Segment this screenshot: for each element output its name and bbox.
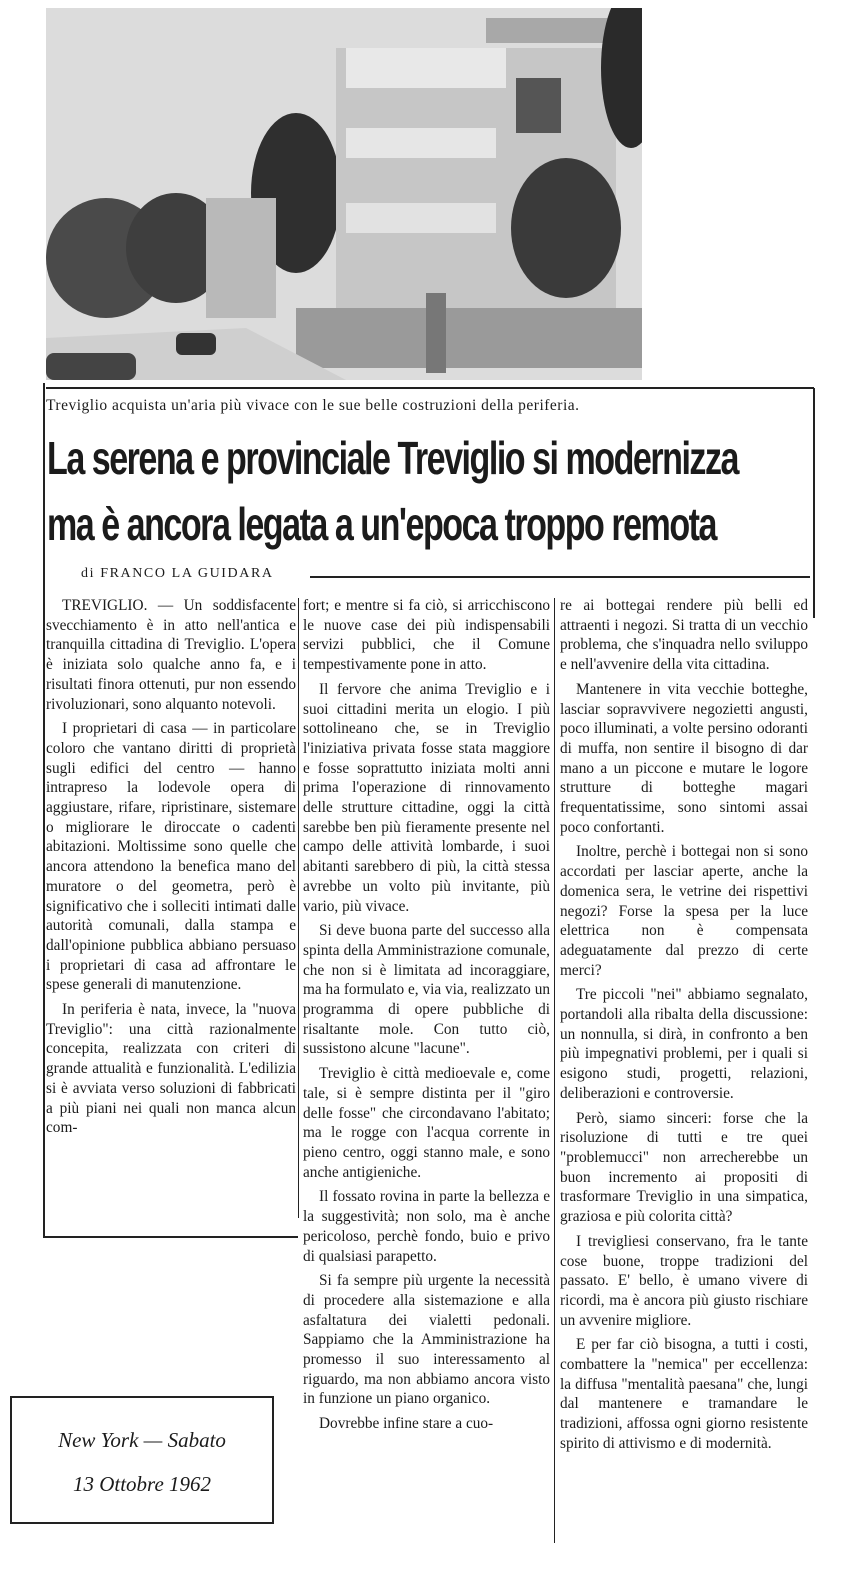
paragraph: I proprietari di casa — in particolare coloro che vantano diritti di proprietà sugli edifici del centro — hanno intrapreso la lodevole opera di aggiustare, rifare, ripristinare, sistemare o migliorare le diroccate o cadenti abitazioni. Moltissime sono quelle che ancora attendono la benefica mano del muratore o del geometra, però è significativo che i solleciti intimati dalle autorità comunali, dalla stampa e dall'opinione pubblica abbiano persuaso i proprietari di casa ad affrontare le spese generali di manutenzione. xyxy=(46,720,296,994)
paragraph: TREVIGLIO. — Un soddisfacente svecchiamento è in atto nell'antica e tranquilla cittadina di Treviglio. L'opera è iniziata solo qualche anno fa, e i risultati finora ottenuti, pur non essendo rivoluzionari, sono alquanto notevoli. xyxy=(46,597,296,713)
article-column-1 xyxy=(46,596,296,1143)
paragraph: Inoltre, perchè i bottegai non si sono accordati per lasciar aperte, anche la domenica sera, le vetrine dei rispettivi negozi? Forse la spesa per la luce elettrica non è compensata adeguatamente dal prezzo di certe merci? xyxy=(560,843,808,979)
paragraph: Mantenere in vita vecchie botteghe, lasciar sopravvivere negozietti angusti, poco illuminati, a volte persino odoranti di muffa, non sentire il bisogno di dar mano a un piccone e mutare le logore strutture di botteghe magari frequentatissime, sono sintomi assai poco confortanti. xyxy=(560,680,808,836)
headline-line-1: La serena e provinciale Treviglio si modernizza xyxy=(47,432,738,484)
dateline-date: 13 Ottobre 1962 xyxy=(72,1472,212,1496)
paragraph: In periferia è nata, invece, la "nuova Treviglio": una città razionalmente concepita, realizzata con criteri di grande attualità e funzionalità. L'edilizia si è avviata verso soluzioni di fabbricati a più piani nei quali non manca alcun com- xyxy=(46,1001,296,1137)
paragraph: Si deve buona parte del successo alla spinta della Amministrazione comunale, che non si è limitata ad incoraggiare, ma ha formulato e, via via, realizzato un programma di opere pubbliche di risaltante mole. Con tutto ciò, sussistono alcune "lacune". xyxy=(303,922,550,1058)
paragraph: Treviglio è città medioevale e, come tale, si è sempre distinta per il "giro delle fosse" che circondavano l'abitato; ma le rogge con l'acqua corrente in pieno centro, oggi stanno male, e sono anche antigieniche. xyxy=(303,1065,550,1181)
paragraph: I trevigliesi conservano, fra le tante cose buone, troppe tradizioni del passato. E' bello, è umano vivere di ricordi, ma è ancora più giusto rischiare un avvenire migliore. xyxy=(560,1232,808,1329)
paragraph: fort; e mentre si fa ciò, si arricchiscono le nuove case dei più indispensabili servizi pubblici, che il Comune tempestivamente pone in atto. xyxy=(303,597,550,674)
paragraph: Il fossato rovina in parte la bellezza e la suggestività; non solo, ma è anche pericoloso, perchè fondo, buio e privo di qualsiasi parapetto. xyxy=(303,1188,550,1265)
bottom-rule-col1 xyxy=(43,1236,298,1238)
column-rule-1 xyxy=(298,598,299,1218)
dateline-place-day: New York — Sabato xyxy=(58,1428,226,1452)
paragraph: re ai bottegai rendere più belli ed attraenti i negozi. Si tratta di un vecchio problema, che s'inquadra nello sviluppo e nell'avvenire della vita cittadina. xyxy=(560,597,808,674)
headline xyxy=(47,425,738,557)
paragraph: Però, siamo sinceri: forse che la risoluzione di tutti e tre quei "problemucci" non arrecherebbe un buon incremento ai propositi di trasformare Treviglio in una simpatica, graziosa e più colorita città? xyxy=(560,1109,808,1226)
column-rule-2 xyxy=(554,598,555,1543)
photo-caption: Treviglio acquista un'aria più vivace con le sue belle costruzioni della periferia. xyxy=(46,397,580,414)
article-column-3 xyxy=(560,596,808,1459)
byline-rule xyxy=(310,576,810,578)
paragraph: Dovrebbe infine stare a cuo- xyxy=(319,1415,494,1433)
caption-rule xyxy=(46,387,814,389)
byline: di FRANCO LA GUIDARA xyxy=(81,566,274,581)
dateline-box xyxy=(10,1396,274,1524)
article-column-2 xyxy=(303,596,550,1439)
paragraph: E per far ciò bisogna, a tutti i costi, combattere la "nemica" per eccellenza: la diffusa "mentalità paesana" che, lungi dal mantenere e tramandare le tradizioni, affossa ogni giorno resistente spirito di attivismo e di modernità. xyxy=(560,1336,808,1452)
paragraph: Tre piccoli "nei" abbiamo segnalato, portandoli alla ribalta della discussione: un nonnulla, si dirà, in confronto a ben più impegnativi problemi, per i quali si esigono studi, progetti, relazioni, deliberazioni e controversie. xyxy=(560,986,808,1102)
headline-line-2: ma è ancora legata a un'epoca troppo remota xyxy=(47,498,716,550)
paragraph: Il fervore che anima Treviglio e i suoi cittadini merita un elogio. I più sottolineano che, se in Treviglio l'iniziativa privata fosse stata maggiore e fosse soprattutto iniziata molti anni prima l'operazione di rinnovamento delle strutture cittadine, oggi la città sarebbe ben più fieramente presente nel campo delle attività lombarde, i suoi abitanti sarebbero di più, la città stessa avrebbe un volto più invitante, più vario, più vivace. xyxy=(303,680,550,915)
left-border xyxy=(43,383,45,1238)
paragraph: Si fa sempre più urgente la necessità di procedere alla sistemazione e alla asfaltatura dei vialetti pedonali. Sappiamo che la Amministrazione ha promesso il suo interessamento al riguardo, ma non abbiamo ancora visto in funzione un piano organico. xyxy=(303,1272,550,1408)
article-photo xyxy=(46,8,642,380)
